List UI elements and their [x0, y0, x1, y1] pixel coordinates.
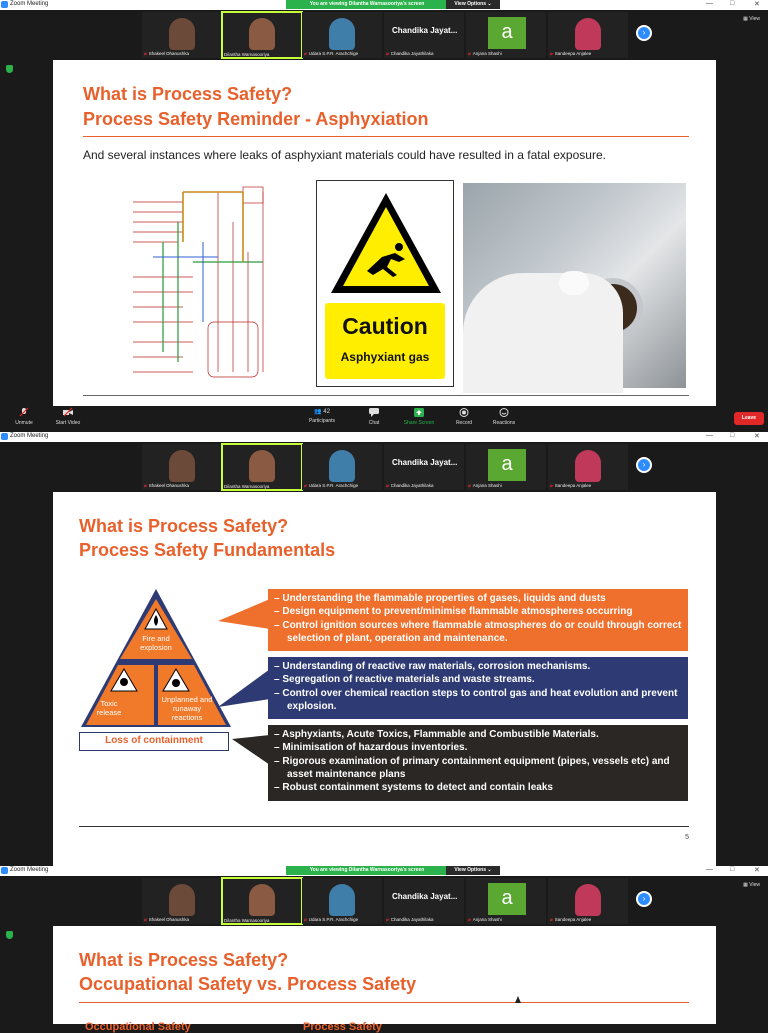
participant-name: Anjana Shashi	[472, 917, 502, 922]
muted-mic-icon: ⌀	[468, 483, 471, 488]
unmute-button[interactable]	[10, 408, 38, 426]
video-camera-off-icon	[63, 408, 73, 417]
chat-bubble-icon	[369, 408, 379, 417]
participant-video	[329, 884, 355, 916]
muted-mic-icon: ⌀	[144, 917, 147, 922]
participant-tile[interactable]	[142, 444, 222, 490]
callout-item: – Control over chemical reaction steps to control gas and heat evolution and prevent explosion.	[274, 687, 684, 714]
close-button[interactable]: ✕	[754, 1, 760, 8]
participant-display-name: Chandika Jayat...	[392, 892, 458, 901]
participant-tile[interactable]	[548, 444, 628, 490]
participant-tile[interactable]	[302, 444, 382, 490]
footer-rule	[83, 395, 689, 396]
muted-mic-icon: ⌀	[550, 483, 553, 488]
flammables-callout	[268, 589, 688, 651]
slide-title-line2: Process Safety Fundamentals	[79, 540, 336, 560]
participant-avatar: a	[488, 449, 526, 481]
muted-mic-icon: ⌀	[304, 51, 307, 56]
record-button[interactable]	[451, 408, 477, 426]
slide-title-line2: Process Safety Reminder - Asphyxiation	[83, 109, 429, 129]
hair-cap	[559, 271, 589, 295]
participant-name: Sandeepa Anjalee	[554, 51, 592, 56]
participant-video	[575, 884, 601, 916]
participant-name: Chandika Jayathilaka	[390, 917, 434, 922]
participant-tile-active-speaker[interactable]	[222, 878, 302, 924]
muted-mic-icon: ⌀	[304, 917, 307, 922]
participant-video	[575, 450, 601, 482]
pid-diagram-image	[123, 182, 271, 387]
participant-video	[329, 450, 355, 482]
triangle-label-toxic: Toxic release	[96, 699, 122, 717]
smiley-icon	[499, 408, 509, 417]
slide-title-line2: Occupational Safety vs. Process Safety	[79, 974, 417, 994]
participant-tile[interactable]	[302, 12, 382, 58]
participant-strip	[142, 878, 632, 924]
participant-tile-active-speaker[interactable]	[222, 444, 302, 490]
callout-item: – Robust containment systems to detect and contain leaks	[274, 781, 684, 794]
participant-display-name: Chandika Jayat...	[392, 458, 458, 467]
participant-name: Anjana Shashi	[472, 51, 502, 56]
participant-video	[249, 884, 275, 916]
window-title: Zoom Meeting	[10, 867, 49, 873]
reactives-callout	[268, 657, 688, 719]
minimize-button[interactable]: —	[706, 0, 713, 7]
view-options-button[interactable]: View Options ⌄	[446, 866, 500, 875]
muted-mic-icon: ⌀	[550, 51, 553, 56]
participant-name: Dilantha Warnasooriya	[224, 918, 270, 923]
reactions-label: Reactions	[492, 420, 516, 426]
maximize-button[interactable]: □	[730, 0, 735, 7]
loss-of-containment-label: Loss of containment	[79, 732, 229, 751]
viewing-banner: You are viewing Dilantha Warnasooriya's screen	[286, 866, 448, 875]
participant-tile[interactable]	[466, 12, 546, 58]
slide-title-line1: What is Process Safety?	[79, 950, 289, 970]
leave-button[interactable]: Leave	[734, 412, 764, 425]
window-title: Zoom Meeting	[10, 1, 49, 7]
caution-word: Caution	[342, 313, 428, 339]
zoom-logo-icon	[1, 433, 8, 440]
participant-display-name: Chandika Jayat...	[392, 26, 458, 35]
view-options-button[interactable]: View Options ⌄	[446, 0, 500, 9]
callout-pointers	[218, 589, 270, 819]
participant-video	[249, 450, 275, 482]
reactions-button[interactable]	[488, 408, 520, 426]
view-button[interactable]	[743, 16, 760, 22]
caution-sign-image	[316, 180, 454, 387]
participant-video	[169, 450, 195, 482]
participant-video	[329, 18, 355, 50]
participant-tile[interactable]	[466, 444, 546, 490]
participant-video	[249, 18, 275, 50]
zoom-window-2	[0, 432, 768, 866]
chevron-right-icon: ›	[642, 28, 646, 37]
participant-tile[interactable]	[302, 878, 382, 924]
footer-rule	[79, 826, 689, 827]
maximize-button[interactable]: □	[730, 432, 735, 439]
participant-tile[interactable]	[142, 12, 222, 58]
participant-tile[interactable]	[384, 444, 464, 490]
participant-name: Dilantha Warnasooriya	[224, 484, 270, 489]
close-button[interactable]: ✕	[754, 867, 760, 874]
participant-name: Chandika Jayathilaka	[390, 483, 434, 488]
muted-mic-icon: ⌀	[144, 51, 147, 56]
zoom-logo-icon	[1, 867, 8, 874]
participants-button[interactable]	[302, 408, 342, 424]
next-page-button[interactable]	[636, 457, 652, 473]
shared-slide-2	[53, 492, 716, 866]
muted-mic-icon: ⌀	[550, 917, 553, 922]
viewing-banner: You are viewing Dilantha Warnasooriya's screen	[286, 0, 448, 9]
muted-mic-icon: ⌀	[386, 917, 389, 922]
minimize-button[interactable]: —	[706, 866, 713, 873]
muted-mic-icon: ⌀	[468, 917, 471, 922]
participant-tile[interactable]	[548, 12, 628, 58]
warning-triangle-icon	[327, 189, 445, 297]
next-page-button[interactable]	[636, 891, 652, 907]
participant-name: Shakeel Dhanushka	[148, 483, 189, 488]
minimize-button[interactable]: —	[706, 432, 713, 439]
meeting-toolbar	[0, 406, 768, 432]
participant-strip	[142, 12, 632, 58]
slide-caption: And several instances where leaks of asphyxiant materials could have resulted in a fatal exposure.	[83, 148, 606, 162]
view-label: View	[749, 882, 760, 888]
participant-name: Sandeepa Anjalee	[554, 483, 592, 488]
share-screen-label: Share Screen	[403, 420, 435, 426]
participant-name: Shakeel Dhanushka	[148, 917, 189, 922]
participant-name: Anjana Shashi	[472, 483, 502, 488]
callout-item: – Control ignition sources where flammable atmospheres do or could through correct selection of plant, operation and maintenance.	[274, 619, 684, 646]
participant-tile[interactable]	[384, 878, 464, 924]
participant-count: 42	[323, 409, 330, 415]
participant-tile[interactable]	[384, 12, 464, 58]
column-header-process: Process Safety	[303, 1021, 382, 1033]
start-video-button[interactable]	[50, 408, 86, 426]
security-shield-icon	[6, 65, 13, 73]
slide-title-line1: What is Process Safety?	[83, 84, 293, 104]
zoom-logo-icon	[1, 1, 8, 8]
chat-label: Chat	[368, 420, 380, 426]
security-shield-icon	[6, 931, 13, 939]
callout-item: – Asphyxiants, Acute Toxics, Flammable and Combustible Materials.	[274, 728, 684, 741]
callout-item: – Understanding of reactive raw materials, corrosion mechanisms.	[274, 660, 684, 673]
callout-item: – Rigorous examination of primary containment equipment (pipes, vessels etc) and asset maintenance plans	[274, 755, 684, 782]
chevron-right-icon: ›	[642, 894, 646, 903]
muted-mic-icon: ⌀	[144, 483, 147, 488]
zoom-window-3	[0, 866, 768, 1033]
unmute-label: Unmute	[15, 420, 33, 426]
mouse-cursor-icon	[515, 996, 521, 1003]
triangle-label-fire: Fire and explosion	[140, 634, 172, 652]
muted-mic-icon: ⌀	[468, 51, 471, 56]
record-label: Record	[455, 420, 473, 426]
participant-name: Udara S.P.R. Arachchige	[308, 917, 359, 922]
grid-icon: ▦	[743, 882, 750, 888]
share-screen-icon	[414, 408, 424, 417]
participant-name: Shakeel Dhanushka	[148, 51, 189, 56]
participants-label: Participants	[308, 418, 336, 424]
participant-video	[169, 18, 195, 50]
participant-name: Chandika Jayathilaka	[390, 51, 434, 56]
participant-tile[interactable]	[548, 878, 628, 924]
column-header-occupational: Occupational Safety	[85, 1021, 191, 1033]
view-label: View	[749, 16, 760, 22]
participant-name: Sandeepa Anjalee	[554, 917, 592, 922]
maximize-button[interactable]: □	[730, 866, 735, 873]
participant-avatar: a	[488, 17, 526, 49]
microphone-muted-icon	[19, 408, 29, 417]
participant-strip	[142, 444, 632, 490]
caution-label-box	[325, 303, 445, 379]
participant-video	[169, 884, 195, 916]
person-in-labcoat	[463, 273, 623, 393]
participant-tile-active-speaker[interactable]	[222, 12, 302, 58]
window-title: Zoom Meeting	[10, 433, 49, 439]
lab-photo-image	[463, 183, 686, 388]
containment-callout	[268, 725, 688, 801]
next-page-button[interactable]	[636, 25, 652, 41]
chat-button[interactable]	[362, 408, 386, 426]
record-icon	[459, 408, 469, 417]
triangle-label-reactions: Unplanned and runaway reactions	[161, 695, 213, 722]
title-bar	[0, 432, 768, 442]
title-rule	[79, 1002, 689, 1003]
share-screen-button[interactable]	[398, 408, 440, 426]
title-rule	[83, 136, 689, 137]
shared-slide-1	[53, 60, 716, 406]
page-number: 5	[685, 834, 689, 841]
muted-mic-icon: ⌀	[386, 483, 389, 488]
callout-item: – Minimisation of hazardous inventories.	[274, 741, 684, 754]
callout-item: – Design equipment to prevent/minimise flammable atmospheres occurring	[274, 605, 684, 618]
participant-video	[575, 18, 601, 50]
participant-avatar: a	[488, 883, 526, 915]
view-button[interactable]	[743, 882, 760, 888]
muted-mic-icon: ⌀	[386, 51, 389, 56]
callout-item: – Understanding the flammable properties of gases, liquids and dusts	[274, 592, 684, 605]
caution-subtitle: Asphyxiant gas	[340, 350, 430, 364]
close-button[interactable]: ✕	[754, 433, 760, 440]
muted-mic-icon: ⌀	[304, 483, 307, 488]
slide-title-line1: What is Process Safety?	[79, 516, 289, 536]
chevron-right-icon: ›	[642, 460, 646, 469]
grid-icon: ▦	[743, 16, 750, 22]
participant-name: Dilantha Warnasooriya	[224, 52, 270, 57]
participant-tile[interactable]	[466, 878, 546, 924]
start-video-label: Start Video	[55, 420, 81, 426]
participant-name: Udara S.P.R. Arachchige	[308, 483, 359, 488]
people-icon: 👥	[314, 409, 322, 415]
shared-slide-3	[53, 926, 716, 1033]
participant-tile[interactable]	[142, 878, 222, 924]
participant-name: Udara S.P.R. Arachchige	[308, 51, 359, 56]
zoom-window-1	[0, 0, 768, 432]
callout-item: – Segregation of reactive materials and waste streams.	[274, 673, 684, 686]
